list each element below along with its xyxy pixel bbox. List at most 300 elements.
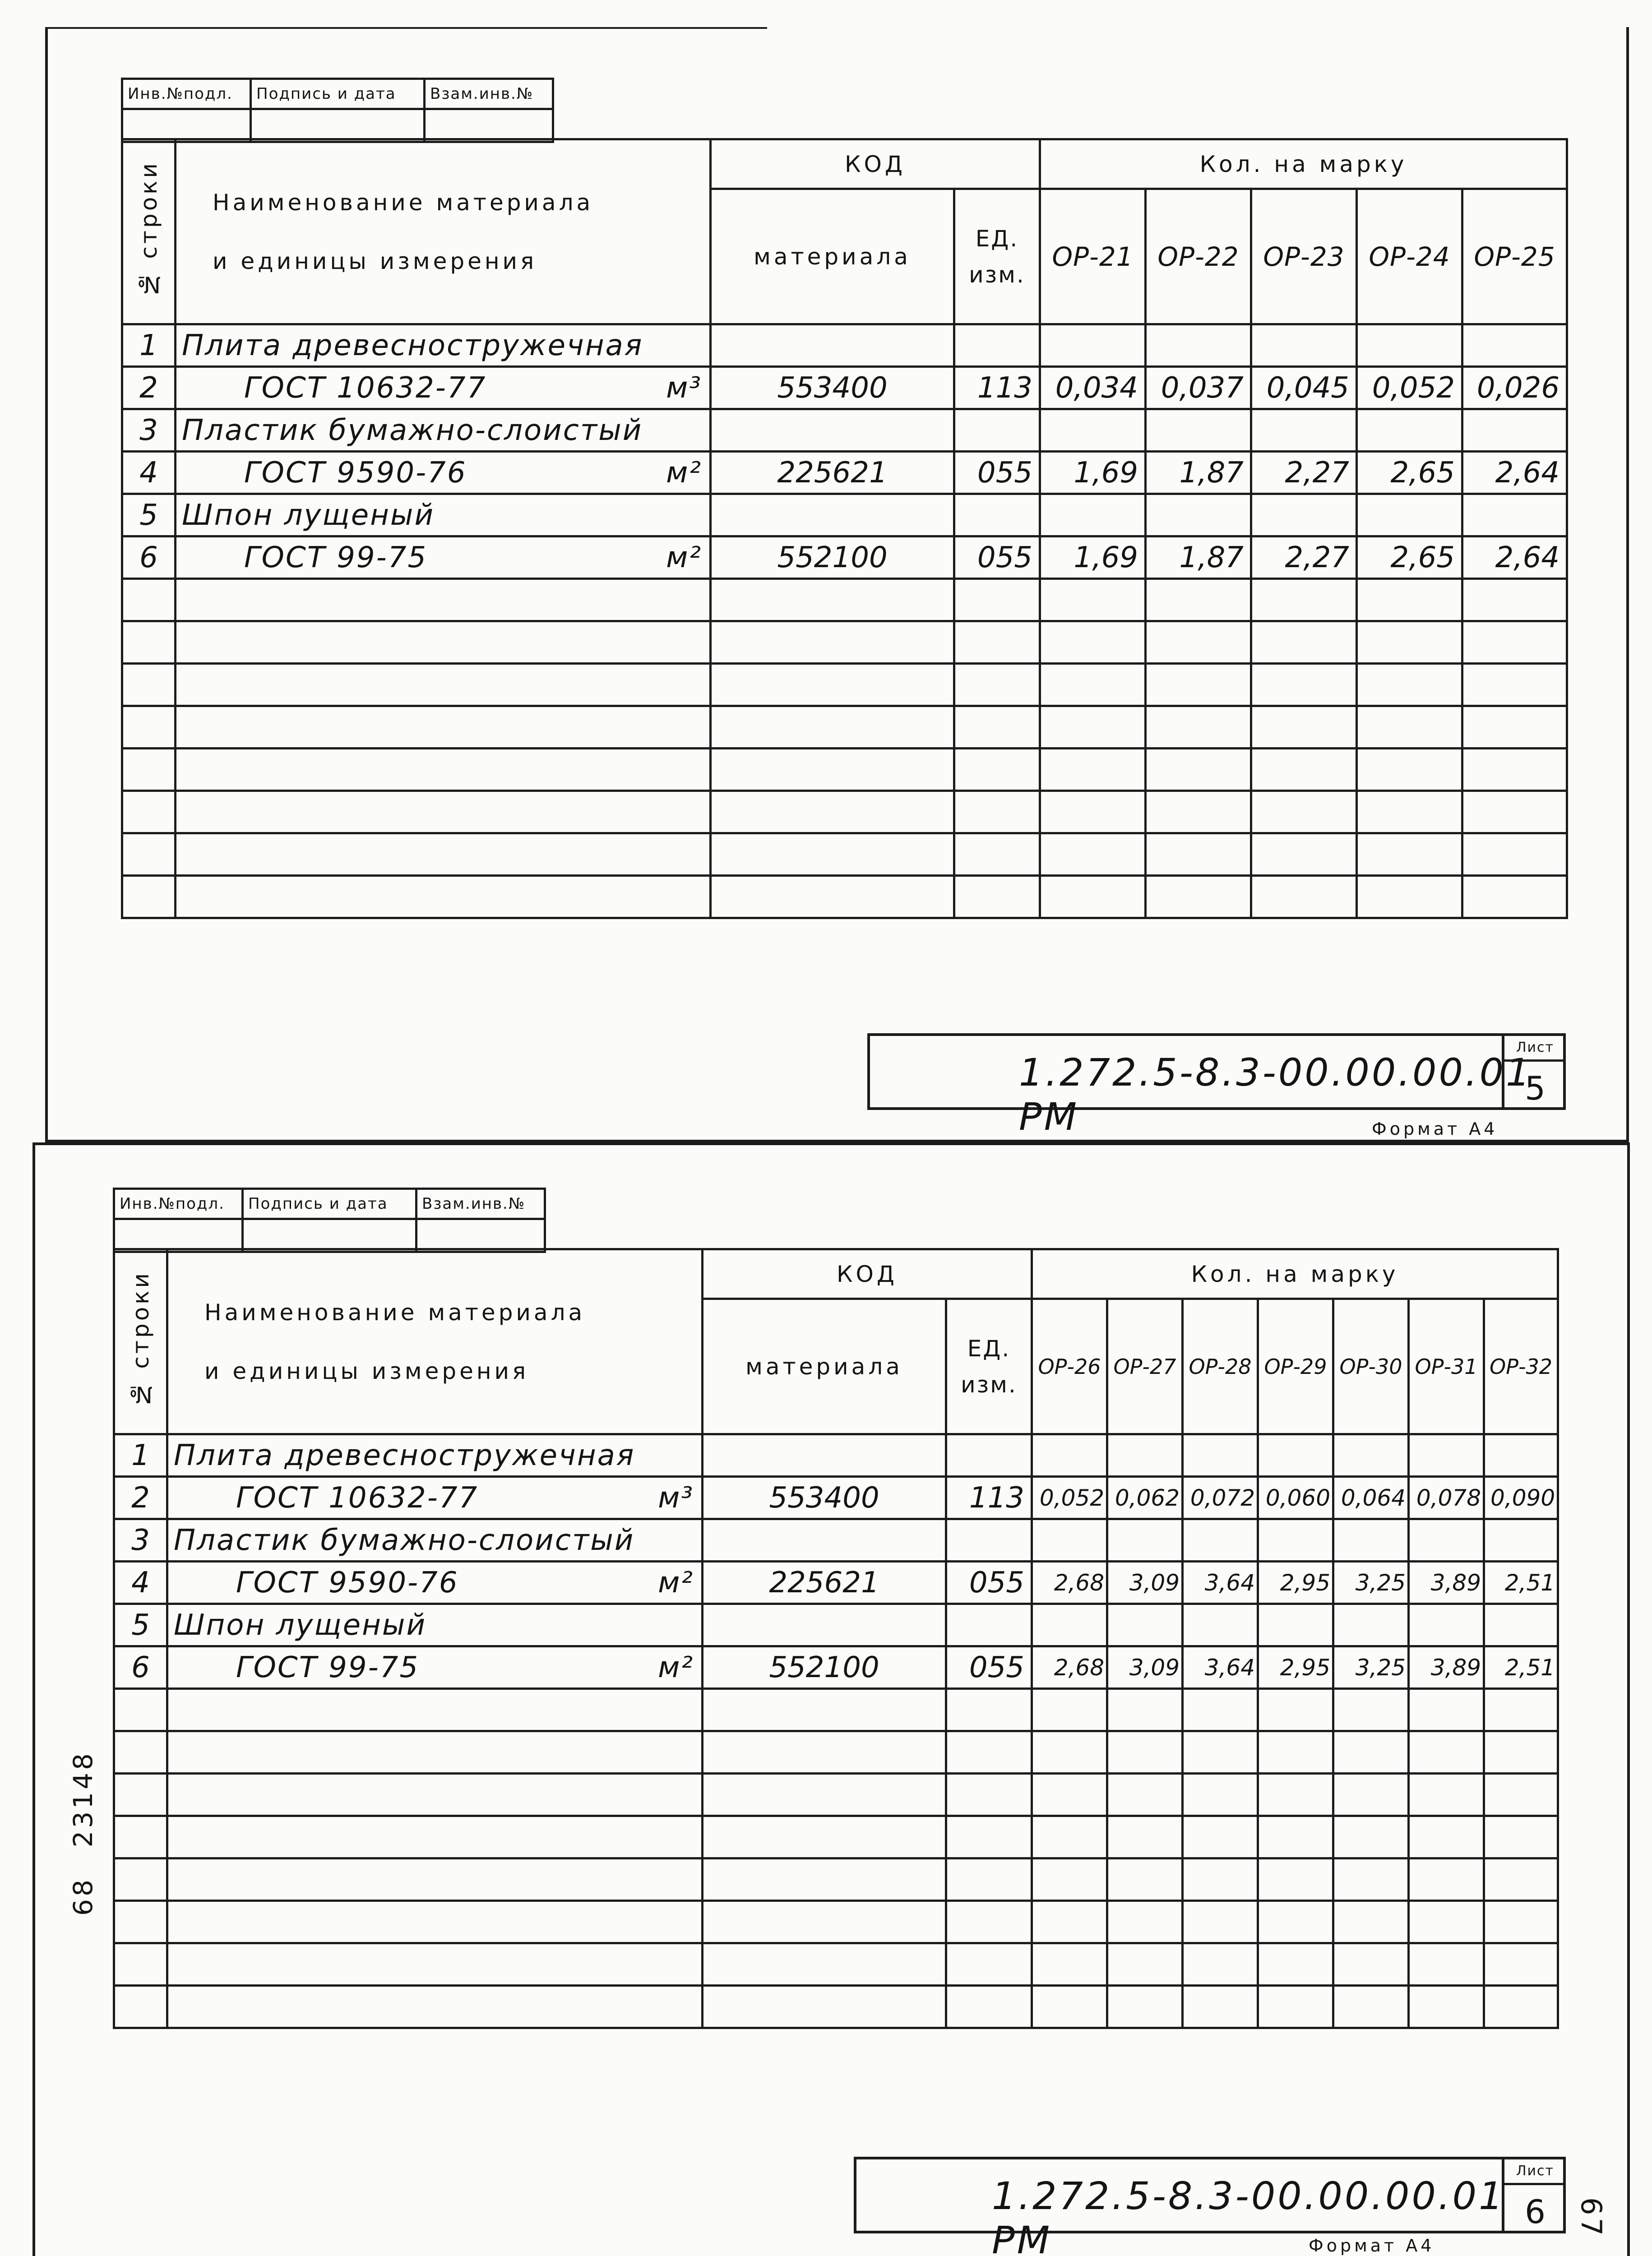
table-row: [122, 494, 1567, 536]
inv-podl-cell: Инв.№подл.: [114, 1189, 243, 1219]
blank-cell: [1462, 706, 1567, 749]
blank-cell: [1484, 1731, 1558, 1774]
document-number: 1.272.5-8.3-00.00.00.01 РМ: [992, 2174, 1505, 2256]
quantity-cell: 3,64: [1183, 1562, 1258, 1604]
quantity-cell: 0,060: [1258, 1477, 1333, 1519]
blank-cell: [954, 876, 1040, 918]
blank-row: [122, 833, 1567, 876]
blank-cell: [1040, 749, 1146, 791]
blank-cell: [1258, 1986, 1333, 2028]
blank-row: [114, 1986, 1558, 2028]
blank-cell: [1462, 749, 1567, 791]
blank-cell: [1251, 833, 1357, 876]
blank-row: [114, 1774, 1558, 1816]
blank-cell: [1462, 664, 1567, 706]
quantity-group-header: Кол. на марку: [1032, 1249, 1558, 1299]
blank-cell: [1146, 579, 1251, 621]
blank-cell: [1040, 664, 1146, 706]
blank-cell: [122, 749, 176, 791]
blank-cell: [1107, 1731, 1183, 1774]
blank-cell: [122, 706, 176, 749]
blank-cell: [1258, 1858, 1333, 1901]
quantity-cell: [1032, 1434, 1107, 1477]
blank-cell: [1107, 1858, 1183, 1901]
margin-archive-number: 23148: [68, 1751, 98, 1848]
blank-cell: [1032, 1774, 1107, 1816]
quantity-cell: [1251, 409, 1357, 452]
blank-cell: [167, 1774, 703, 1816]
blank-cell: [1146, 833, 1251, 876]
quantity-cell: 1,69: [1040, 452, 1146, 494]
quantity-cell: 2,65: [1357, 536, 1462, 579]
quantity-cell: [1333, 1604, 1409, 1646]
material-name: Пластик бумажно-слоистый: [182, 413, 643, 447]
blank-cell: [1333, 1774, 1409, 1816]
quantity-cell: 2,68: [1032, 1562, 1107, 1604]
material-name-cell: [167, 1477, 703, 1519]
quantity-cell: [1258, 1434, 1333, 1477]
inv-podl-cell: Инв.№подл.: [122, 79, 251, 109]
quantity-cell: 2,51: [1484, 1562, 1558, 1604]
material-name: ГОСТ 9590-76: [236, 1566, 459, 1600]
quantity-cell: 2,27: [1251, 452, 1357, 494]
quantity-cell: 2,95: [1258, 1646, 1333, 1689]
blank-cell: [1357, 621, 1462, 664]
quantity-cell: [1107, 1604, 1183, 1646]
blank-cell: [1258, 1816, 1333, 1858]
blank-cell: [711, 749, 954, 791]
blank-cell: [946, 1731, 1032, 1774]
blank-cell: [176, 579, 711, 621]
unit-symbol: м²: [666, 456, 702, 490]
mark-header: ОР-24: [1357, 189, 1462, 324]
blank-cell: [1107, 1774, 1183, 1816]
table-row: [122, 536, 1567, 579]
quantity-cell: 0,064: [1333, 1477, 1409, 1519]
blank-cell: [954, 579, 1040, 621]
material-name-cell: [176, 494, 711, 536]
unit-code-cell: 113: [946, 1477, 1032, 1519]
unit-header-line-1: ЕД.: [975, 225, 1019, 252]
blank-cell: [1032, 1986, 1107, 2028]
blank-cell: [167, 1731, 703, 1774]
unit-header-line-2: изм.: [969, 261, 1025, 288]
quantity-cell: 0,052: [1032, 1477, 1107, 1519]
unit-code-cell: 055: [946, 1562, 1032, 1604]
blank-cell: [703, 1858, 946, 1901]
sheet-label: Лист: [1504, 2159, 1566, 2185]
quantity-cell: [1146, 324, 1251, 367]
blank-cell: [1040, 833, 1146, 876]
blank-cell: [1258, 1689, 1333, 1731]
quantity-group-header: Кол. на марку: [1040, 139, 1567, 189]
material-code-cell: [703, 1434, 946, 1477]
quantity-cell: [1032, 1604, 1107, 1646]
quantity-cell: [1409, 1604, 1484, 1646]
blank-row: [114, 1901, 1558, 1943]
quantity-cell: 3,09: [1107, 1562, 1183, 1604]
blank-cell: [703, 1986, 946, 2028]
table-row: [122, 452, 1567, 494]
material-code-cell: 225621: [711, 452, 954, 494]
unit-symbol: [694, 1609, 696, 1642]
quantity-cell: [1484, 1519, 1558, 1562]
blank-cell: [176, 706, 711, 749]
quantity-cell: 3,89: [1409, 1562, 1484, 1604]
quantity-cell: 2,51: [1484, 1646, 1558, 1689]
material-name: ГОСТ 10632-77: [244, 371, 487, 405]
blank-cell: [114, 1986, 167, 2028]
quantity-cell: [1357, 494, 1462, 536]
material-code-cell: [711, 494, 954, 536]
row-number-cell: 2: [122, 367, 176, 409]
blank-row: [122, 621, 1567, 664]
blank-cell: [122, 579, 176, 621]
material-name-cell: [176, 409, 711, 452]
blank-cell: [1462, 579, 1567, 621]
blank-cell: [946, 1858, 1032, 1901]
blank-cell: [1032, 1816, 1107, 1858]
mark-header: ОР-26: [1032, 1299, 1107, 1434]
quantity-cell: 2,27: [1251, 536, 1357, 579]
blank-cell: [1183, 1689, 1258, 1731]
table-row: [122, 324, 1567, 367]
name-header-line-1: Наименование материала: [204, 1299, 586, 1326]
quantity-cell: [1040, 409, 1146, 452]
quantity-cell: [1484, 1604, 1558, 1646]
blank-cell: [1409, 1689, 1484, 1731]
quantity-cell: 3,89: [1409, 1646, 1484, 1689]
blank-cell: [176, 621, 711, 664]
blank-cell: [1484, 1943, 1558, 1986]
material-name-cell: [167, 1604, 703, 1646]
name-header-line-2: и единицы измерения: [204, 1358, 529, 1384]
unit-code-cell: [946, 1519, 1032, 1562]
quantity-cell: [1357, 324, 1462, 367]
margin-archive-number-2: 68: [68, 1877, 98, 1916]
signature-date-cell: Подпись и дата: [243, 1189, 416, 1219]
material-name-header: [176, 139, 711, 324]
blank-row: [122, 876, 1567, 918]
blank-cell: [114, 1731, 167, 1774]
blank-cell: [1462, 791, 1567, 833]
quantity-cell: 0,034: [1040, 367, 1146, 409]
blank-cell: [946, 1816, 1032, 1858]
blank-cell: [167, 1943, 703, 1986]
unit-code-cell: 113: [954, 367, 1040, 409]
material-code-cell: [703, 1604, 946, 1646]
blank-cell: [1333, 1858, 1409, 1901]
mark-header: ОР-25: [1462, 189, 1567, 324]
material-code-header: материала: [711, 189, 954, 324]
quantity-cell: 0,062: [1107, 1477, 1183, 1519]
blank-cell: [1040, 579, 1146, 621]
blank-cell: [954, 664, 1040, 706]
blank-cell: [122, 791, 176, 833]
blank-cell: [1484, 1689, 1558, 1731]
blank-cell: [1333, 1986, 1409, 2028]
mark-header: ОР-32: [1484, 1299, 1558, 1434]
blank-cell: [167, 1901, 703, 1943]
unit-code-cell: [954, 494, 1040, 536]
blank-row: [114, 1816, 1558, 1858]
blank-cell: [1333, 1816, 1409, 1858]
blank-cell: [1357, 833, 1462, 876]
blank-cell: [1146, 621, 1251, 664]
blank-cell: [122, 621, 176, 664]
mark-header: ОР-22: [1146, 189, 1251, 324]
blank-cell: [114, 1689, 167, 1731]
blank-cell: [1251, 749, 1357, 791]
mark-header: ОР-29: [1258, 1299, 1333, 1434]
blank-cell: [1333, 1943, 1409, 1986]
blank-cell: [1183, 1986, 1258, 2028]
blank-cell: [1484, 1858, 1558, 1901]
material-code-cell: 552100: [711, 536, 954, 579]
blank-cell: [1484, 1774, 1558, 1816]
blank-cell: [703, 1943, 946, 1986]
quantity-cell: [1183, 1434, 1258, 1477]
row-number-header: № строки: [122, 139, 176, 324]
blank-cell: [114, 1901, 167, 1943]
blank-cell: [1251, 664, 1357, 706]
quantity-cell: 0,090: [1484, 1477, 1558, 1519]
unit-symbol: [702, 414, 704, 447]
quantity-cell: 0,052: [1357, 367, 1462, 409]
blank-cell: [1146, 749, 1251, 791]
blank-cell: [1357, 749, 1462, 791]
quantity-cell: 3,25: [1333, 1646, 1409, 1689]
blank-cell: [1484, 1816, 1558, 1858]
blank-cell: [1183, 1731, 1258, 1774]
quantity-cell: [1484, 1434, 1558, 1477]
quantity-cell: [1333, 1434, 1409, 1477]
blank-cell: [167, 1816, 703, 1858]
row-number-cell: 2: [114, 1477, 167, 1519]
blank-cell: [954, 791, 1040, 833]
mark-header: ОР-27: [1107, 1299, 1183, 1434]
blank-cell: [114, 1943, 167, 1986]
quantity-cell: 1,87: [1146, 452, 1251, 494]
material-name: ГОСТ 99-75: [236, 1650, 420, 1684]
blank-cell: [1183, 1901, 1258, 1943]
unit-code-cell: [946, 1434, 1032, 1477]
blank-cell: [1251, 791, 1357, 833]
quantity-cell: 3,64: [1183, 1646, 1258, 1689]
unit-code-cell: [954, 409, 1040, 452]
table-row: [114, 1646, 1558, 1689]
material-code-cell: [711, 324, 954, 367]
quantity-cell: [1107, 1519, 1183, 1562]
unit-symbol: м³: [658, 1481, 694, 1515]
sheet-number-box: [1502, 2159, 1566, 2231]
sheet-1-signature-strip: [121, 78, 554, 143]
blank-cell: [122, 876, 176, 918]
quantity-cell: 2,64: [1462, 452, 1567, 494]
material-name-cell: [167, 1434, 703, 1477]
mark-header: ОР-30: [1333, 1299, 1409, 1434]
blank-cell: [1258, 1774, 1333, 1816]
quantity-cell: 3,09: [1107, 1646, 1183, 1689]
blank-cell: [114, 1858, 167, 1901]
blank-cell: [711, 579, 954, 621]
sheet-label: Лист: [1504, 1036, 1566, 1062]
quantity-cell: 0,026: [1462, 367, 1567, 409]
row-number-cell: 5: [122, 494, 176, 536]
blank-cell: [954, 706, 1040, 749]
unit-symbol: м²: [658, 1566, 694, 1600]
blank-cell: [954, 833, 1040, 876]
blank-cell: [1409, 1858, 1484, 1901]
blank-cell: [1484, 1986, 1558, 2028]
quantity-cell: [1146, 409, 1251, 452]
material-name: ГОСТ 99-75: [244, 541, 428, 574]
sheet-2-material-table: [113, 1248, 1559, 2029]
quantity-cell: [1462, 409, 1567, 452]
row-number-cell: 6: [122, 536, 176, 579]
paper-format: Формат А4: [1372, 1119, 1498, 1139]
quantity-cell: 0,072: [1183, 1477, 1258, 1519]
quantity-cell: [1409, 1434, 1484, 1477]
unit-symbol: [702, 329, 704, 362]
blank-cell: [1107, 1986, 1183, 2028]
row-number-cell: 3: [114, 1519, 167, 1562]
material-name: ГОСТ 10632-77: [236, 1481, 479, 1515]
blank-row: [122, 664, 1567, 706]
quantity-cell: [1146, 494, 1251, 536]
row-number-header: № строки: [114, 1249, 167, 1434]
unit-symbol: м²: [666, 541, 702, 574]
blank-cell: [176, 833, 711, 876]
blank-cell: [1146, 664, 1251, 706]
sheet-number-box: [1502, 1036, 1566, 1107]
blank-cell: [1462, 833, 1567, 876]
unit-code-cell: [946, 1604, 1032, 1646]
name-header-line-1: Наименование материала: [213, 189, 594, 216]
blank-cell: [167, 1858, 703, 1901]
blank-cell: [122, 664, 176, 706]
blank-cell: [703, 1731, 946, 1774]
blank-cell: [1251, 876, 1357, 918]
unit-symbol: [694, 1524, 696, 1557]
blank-cell: [1357, 664, 1462, 706]
blank-row: [114, 1689, 1558, 1731]
blank-cell: [1462, 876, 1567, 918]
blank-cell: [1357, 579, 1462, 621]
blank-cell: [1484, 1901, 1558, 1943]
material-name-cell: [176, 536, 711, 579]
blank-row: [114, 1943, 1558, 1986]
unit-header: [954, 189, 1040, 324]
material-name-cell: [176, 324, 711, 367]
blank-cell: [1146, 706, 1251, 749]
replace-inv-cell: Взам.инв.№: [416, 1189, 545, 1219]
sheet-1-top-edge: [45, 27, 767, 29]
blank-cell: [1357, 791, 1462, 833]
blank-cell: [1040, 876, 1146, 918]
blank-cell: [1409, 1816, 1484, 1858]
material-code-cell: [703, 1519, 946, 1562]
quantity-cell: 1,87: [1146, 536, 1251, 579]
blank-cell: [703, 1689, 946, 1731]
mark-header: ОР-31: [1409, 1299, 1484, 1434]
quantity-cell: [1183, 1604, 1258, 1646]
table-row: [122, 367, 1567, 409]
blank-cell: [1107, 1901, 1183, 1943]
blank-row: [114, 1731, 1558, 1774]
signature-date-cell: Подпись и дата: [251, 79, 425, 109]
blank-cell: [1040, 706, 1146, 749]
blank-cell: [1251, 706, 1357, 749]
material-name: Шпон лущеный: [182, 498, 435, 532]
blank-cell: [176, 664, 711, 706]
blank-row: [122, 749, 1567, 791]
quantity-cell: [1258, 1604, 1333, 1646]
blank-cell: [1146, 876, 1251, 918]
blank-cell: [1258, 1731, 1333, 1774]
blank-cell: [1107, 1816, 1183, 1858]
sheet-1-material-table: [121, 138, 1568, 919]
name-header-line-2: и единицы измерения: [213, 248, 537, 274]
blank-cell: [1032, 1901, 1107, 1943]
paper-format: Формат А4: [1309, 2236, 1435, 2256]
blank-cell: [946, 1689, 1032, 1731]
quantity-cell: [1251, 494, 1357, 536]
unit-symbol: м³: [666, 371, 702, 405]
blank-cell: [1107, 1689, 1183, 1731]
blank-cell: [1183, 1816, 1258, 1858]
blank-cell: [1409, 1986, 1484, 2028]
blank-cell: [711, 621, 954, 664]
row-number-cell: 6: [114, 1646, 167, 1689]
material-code-cell: 552100: [703, 1646, 946, 1689]
blank-cell: [1183, 1774, 1258, 1816]
blank-cell: [711, 791, 954, 833]
blank-row: [114, 1858, 1558, 1901]
blank-cell: [703, 1816, 946, 1858]
quantity-cell: [1333, 1519, 1409, 1562]
blank-cell: [954, 749, 1040, 791]
row-number-cell: 5: [114, 1604, 167, 1646]
blank-cell: [946, 1986, 1032, 2028]
blank-cell: [703, 1901, 946, 1943]
quantity-cell: 2,68: [1032, 1646, 1107, 1689]
blank-row: [122, 791, 1567, 833]
unit-code-cell: [954, 324, 1040, 367]
blank-cell: [176, 749, 711, 791]
blank-row: [122, 579, 1567, 621]
table-row: [114, 1434, 1558, 1477]
quantity-cell: [1032, 1519, 1107, 1562]
blank-cell: [711, 833, 954, 876]
sheet-number: 5: [1525, 1069, 1546, 1107]
blank-cell: [1251, 621, 1357, 664]
blank-cell: [946, 1901, 1032, 1943]
document-number: 1.272.5-8.3-00.00.00.01 РМ: [1019, 1050, 1532, 1139]
quantity-cell: 0,037: [1146, 367, 1251, 409]
material-code-cell: [711, 409, 954, 452]
material-code-header: материала: [703, 1299, 946, 1434]
quantity-cell: [1040, 494, 1146, 536]
blank-cell: [946, 1774, 1032, 1816]
blank-cell: [1357, 706, 1462, 749]
blank-cell: [1032, 1943, 1107, 1986]
blank-cell: [1183, 1858, 1258, 1901]
material-name: ГОСТ 9590-76: [244, 456, 467, 490]
row-number-cell: 3: [122, 409, 176, 452]
unit-header-line-1: ЕД.: [967, 1335, 1011, 1362]
blank-cell: [1040, 621, 1146, 664]
